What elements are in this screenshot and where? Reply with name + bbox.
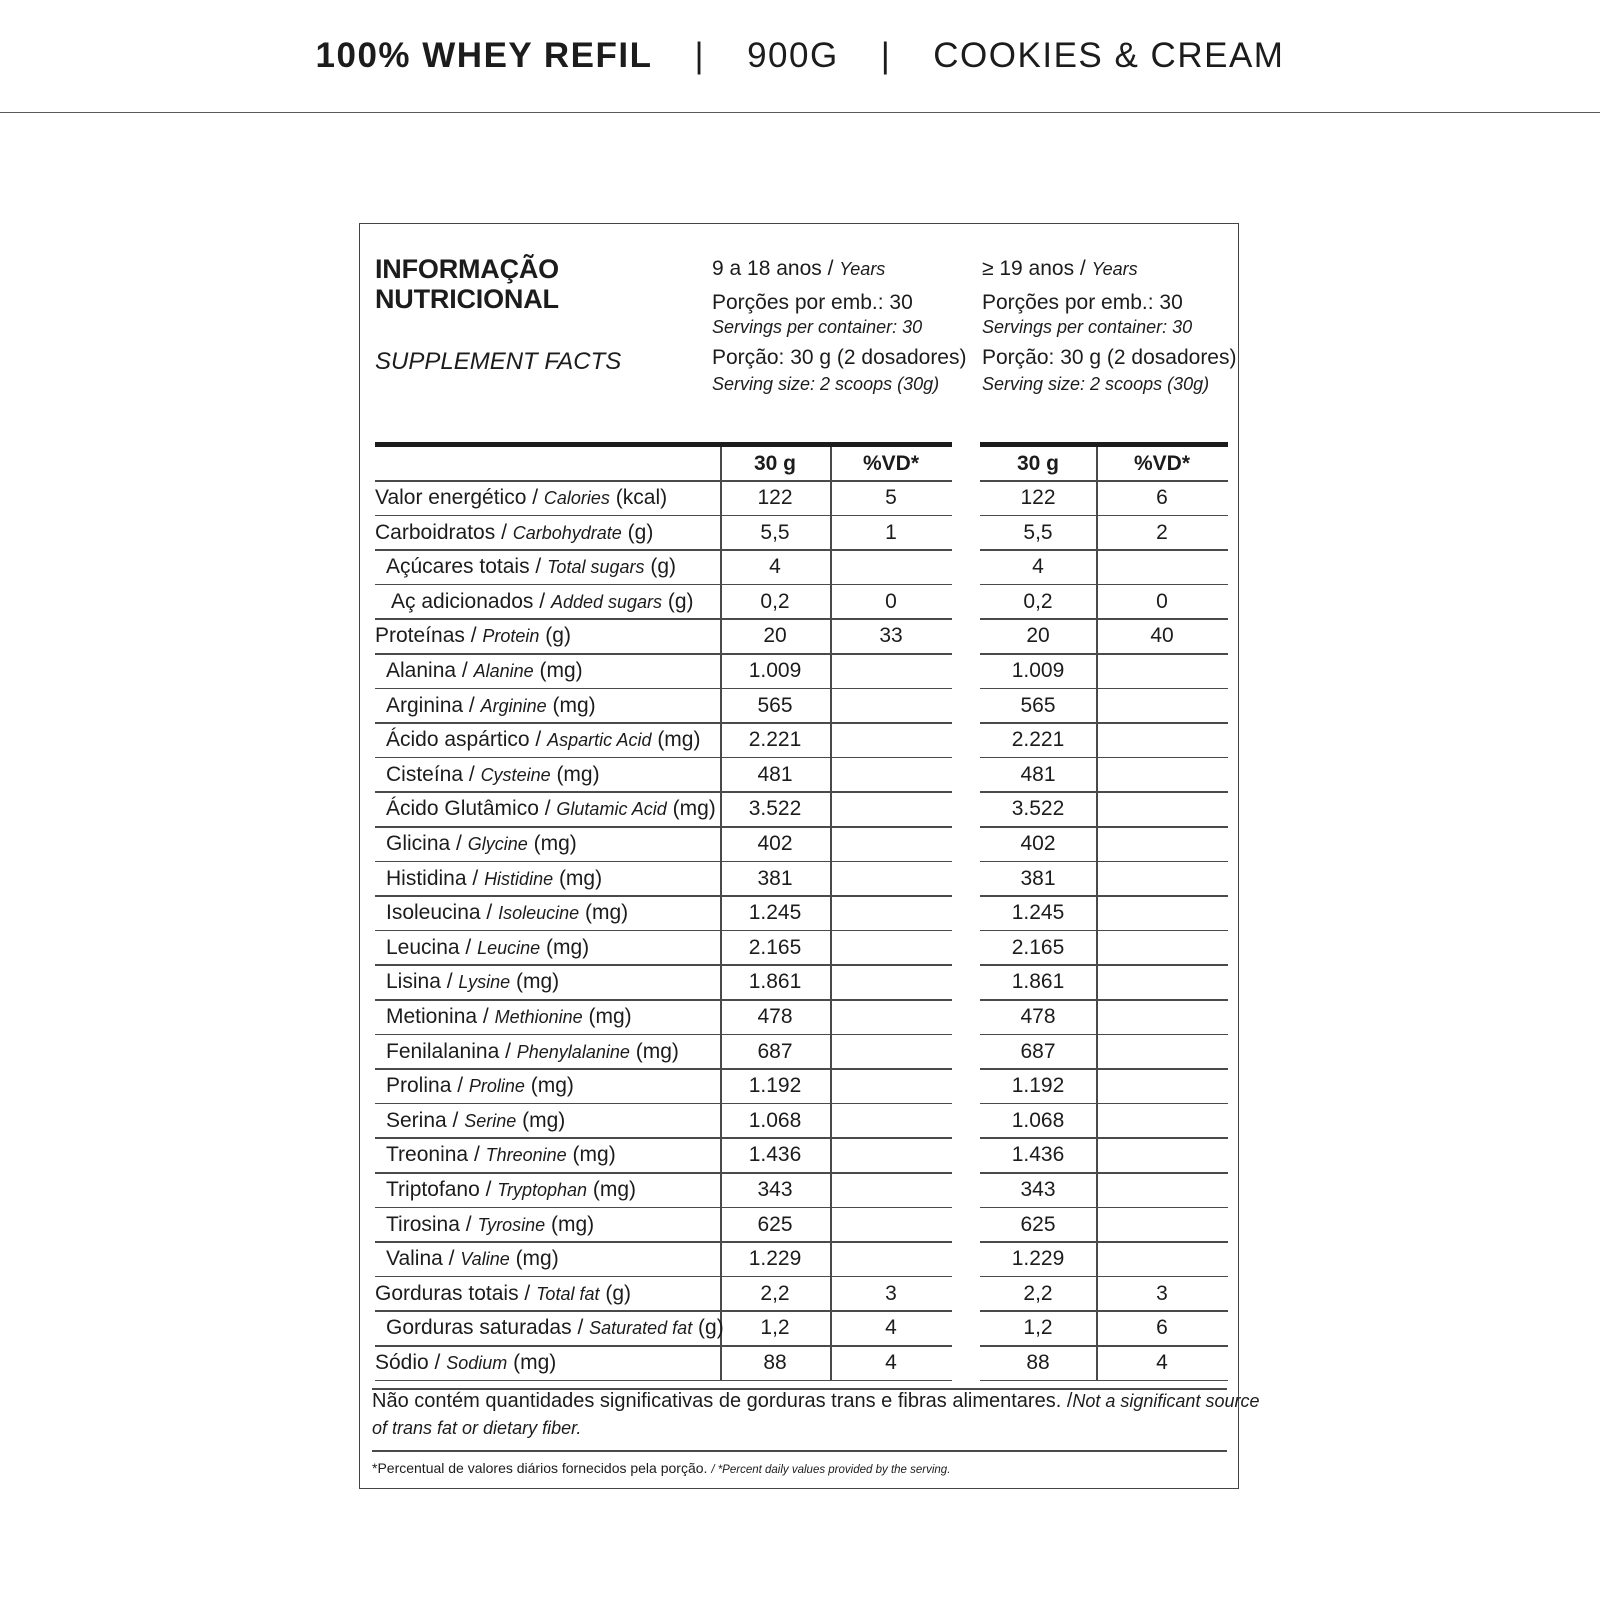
daily-value-cell [1096, 896, 1228, 930]
group2-age: ≥ 19 anos / Years [982, 257, 1138, 280]
daily-value-cell [1096, 1138, 1228, 1172]
amount-cell: 2.221 [1011, 728, 1065, 752]
group1-servings: Porções por emb.: 30 [712, 291, 913, 314]
daily-value-cell [1096, 1069, 1228, 1103]
daily-value-cell [830, 1104, 952, 1138]
nutrient-label: Gorduras totais / Total fat (g) [375, 1281, 631, 1305]
daily-value-cell [1096, 689, 1228, 723]
amount-cell: 4 [769, 555, 781, 579]
header-separator: | [694, 36, 706, 75]
footnote-trans-fat: Não contém quantidades significativas de gorduras trans e fibras alimentares. / Not a significant source of trans fat or dietary fiber. [372, 1390, 1260, 1438]
nutrient-label: Metionina / Methionine (mg) [386, 1005, 632, 1028]
amount-cell: 381 [757, 866, 793, 890]
nutrient-label: Triptofano / Tryptophan (mg) [386, 1178, 637, 1201]
amount-cell: 1.068 [748, 1108, 802, 1132]
nutrient-label: Arginina / Arginine (mg) [386, 693, 596, 717]
nutrient-label: Tirosina / Tyrosine (mg) [386, 1212, 595, 1236]
daily-value-cell: 3 [885, 1281, 897, 1305]
amount-cell: 565 [1020, 693, 1056, 717]
daily-value-cell [830, 654, 952, 688]
amount-cell: 1.229 [1011, 1247, 1065, 1271]
nutrition-facts-panel [359, 223, 1260, 1489]
group2-servings-en: Servings per container: 30 [982, 317, 1193, 337]
daily-value-cell [830, 1138, 952, 1172]
nutrient-label: Sódio / Sodium (mg) [375, 1351, 557, 1374]
daily-value-cell [830, 862, 952, 896]
product-flavor: COOKIES & CREAM [933, 36, 1285, 75]
product-weight: 900G [747, 36, 839, 75]
daily-value-cell [1096, 827, 1228, 861]
nutrient-label: Leucina / Leucine (mg) [386, 935, 590, 959]
daily-value-cell [830, 1000, 952, 1034]
daily-value-cell [830, 689, 952, 723]
nutrient-label: Histidina / Histidine (mg) [386, 866, 603, 890]
amount-cell: 88 [1026, 1351, 1050, 1374]
amount-cell: 1.009 [748, 659, 802, 682]
row-divider [375, 1380, 952, 1382]
daily-value-cell [830, 931, 952, 965]
amount-cell: 20 [1026, 624, 1050, 648]
daily-value-cell: 2 [1156, 520, 1168, 544]
group1-portion-en: Serving size: 2 scoops (30g) [712, 374, 940, 394]
group2-portion: Porção: 30 g (2 dosadores) [982, 346, 1237, 369]
amount-cell: 3.522 [1011, 797, 1065, 821]
daily-value-cell [1096, 1173, 1228, 1207]
amount-cell: 2,2 [1023, 1281, 1053, 1305]
amount-cell: 1,2 [1023, 1316, 1053, 1340]
panel-title: INFORMAÇÃO NUTRICIONAL [375, 254, 559, 314]
nutrient-label: Açúcares totais / Total sugars (g) [386, 555, 677, 579]
amount-cell: 478 [1020, 1005, 1056, 1028]
column-header: 30 g [753, 452, 797, 475]
nutrient-label: Ácido aspártico / Aspartic Acid (mg) [386, 728, 701, 752]
daily-value-cell: 4 [885, 1316, 897, 1340]
daily-value-cell [1096, 1000, 1228, 1034]
daily-value-cell [1096, 550, 1228, 584]
amount-cell: 402 [1020, 832, 1056, 855]
amount-cell: 2.165 [748, 935, 802, 959]
amount-cell: 481 [757, 762, 793, 786]
amount-cell: 1.192 [748, 1074, 802, 1098]
amount-cell: 2.221 [748, 728, 802, 752]
column-header: 30 g [1016, 452, 1060, 475]
nutrient-label: Fenilalanina / Phenylalanine (mg) [386, 1039, 679, 1063]
amount-cell: 122 [757, 486, 793, 509]
nutrient-label: Isoleucina / Isoleucine (mg) [386, 901, 629, 925]
daily-value-cell: 0 [1156, 589, 1168, 613]
group2-servings: Porções por emb.: 30 [982, 291, 1183, 314]
daily-value-cell [1096, 758, 1228, 792]
daily-value-cell [830, 827, 952, 861]
footnote-divider [372, 1450, 1227, 1452]
daily-value-cell: 1 [885, 520, 897, 544]
group1-servings-en: Servings per container: 30 [712, 317, 923, 337]
amount-cell: 1.068 [1011, 1108, 1065, 1132]
daily-value-cell: 4 [1156, 1351, 1168, 1374]
amount-cell: 20 [763, 624, 787, 648]
daily-value-cell [830, 1242, 952, 1276]
nutrient-label: Valina / Valine (mg) [386, 1247, 559, 1271]
daily-value-cell [830, 1069, 952, 1103]
panel-subtitle: SUPPLEMENT FACTS [375, 348, 622, 375]
daily-value-cell: 0 [885, 589, 897, 613]
group2-portion-en: Serving size: 2 scoops (30g) [982, 374, 1210, 394]
daily-value-cell [1096, 1035, 1228, 1069]
amount-cell: 2,2 [760, 1281, 790, 1305]
product-header [0, 0, 1600, 113]
nutrient-label: Alanina / Alanine (mg) [386, 659, 583, 682]
amount-cell: 625 [757, 1212, 793, 1236]
daily-value-cell [1096, 792, 1228, 826]
daily-value-cell: 6 [1156, 486, 1168, 509]
daily-value-cell [830, 1035, 952, 1069]
nutrient-label: Ácido Glutâmico / Glutamic Acid (mg) [386, 797, 716, 821]
nutrient-label: Gorduras saturadas / Saturated fat (g) [386, 1316, 724, 1340]
row-divider [980, 1380, 1228, 1382]
amount-cell: 1.245 [1011, 901, 1065, 925]
amount-cell: 481 [1020, 762, 1056, 786]
daily-value-cell [1096, 654, 1228, 688]
amount-cell: 88 [763, 1351, 787, 1374]
daily-value-cell [1096, 1208, 1228, 1242]
daily-value-cell [1096, 862, 1228, 896]
amount-cell: 1.192 [1011, 1074, 1065, 1098]
amount-cell: 122 [1020, 486, 1056, 509]
amount-cell: 3.522 [748, 797, 802, 821]
nutrient-label: Prolina / Proline (mg) [386, 1074, 574, 1098]
group1-portion: Porção: 30 g (2 dosadores) [712, 346, 967, 369]
amount-cell: 2.165 [1011, 935, 1065, 959]
footnote-daily-values: *Percentual de valores diários fornecidos pela porção. / *Percent daily values provided by the serving. [372, 1460, 951, 1476]
column-header: %VD* [862, 452, 920, 475]
amount-cell: 0,2 [760, 589, 790, 613]
daily-value-cell [830, 1208, 952, 1242]
daily-value-cell [1096, 1104, 1228, 1138]
amount-cell: 687 [757, 1039, 793, 1063]
amount-cell: 687 [1020, 1039, 1056, 1063]
amount-cell: 1.436 [1011, 1143, 1065, 1167]
daily-value-cell [830, 896, 952, 930]
amount-cell: 5,5 [760, 520, 790, 544]
header-separator: | [880, 36, 892, 75]
amount-cell: 1.861 [748, 970, 802, 994]
daily-value-cell: 6 [1156, 1316, 1168, 1340]
amount-cell: 0,2 [1023, 589, 1053, 613]
daily-value-cell [1096, 965, 1228, 999]
nutrient-label: Cisteína / Cysteine (mg) [386, 762, 600, 786]
daily-value-cell [830, 1173, 952, 1207]
amount-cell: 625 [1020, 1212, 1056, 1236]
amount-cell: 5,5 [1023, 520, 1053, 544]
amount-cell: 1.861 [1011, 970, 1065, 994]
column-header: %VD* [1133, 452, 1191, 475]
amount-cell: 4 [1032, 555, 1044, 579]
daily-value-cell [1096, 1242, 1228, 1276]
nutrient-label: Carboidratos / Carbohydrate (g) [375, 520, 654, 544]
amount-cell: 1,2 [760, 1316, 790, 1340]
daily-value-cell [830, 723, 952, 757]
daily-value-cell: 4 [885, 1351, 897, 1374]
group1-age: 9 a 18 anos / Years [712, 257, 886, 280]
amount-cell: 402 [757, 832, 793, 855]
nutrient-label: Treonina / Threonine (mg) [386, 1143, 616, 1167]
amount-cell: 1.436 [748, 1143, 802, 1167]
nutrient-label: Aç adicionados / Added sugars (g) [391, 589, 694, 613]
amount-cell: 381 [1020, 866, 1056, 890]
nutrient-label: Valor energético / Calories (kcal) [375, 486, 668, 509]
amount-cell: 1.245 [748, 901, 802, 925]
amount-cell: 343 [1020, 1178, 1056, 1201]
nutrient-label: Lisina / Lysine (mg) [386, 970, 560, 994]
nutrient-label: Proteínas / Protein (g) [375, 624, 571, 648]
daily-value-cell [830, 965, 952, 999]
amount-cell: 1.229 [748, 1247, 802, 1271]
daily-value-cell [830, 758, 952, 792]
daily-value-cell [830, 792, 952, 826]
product-name: 100% WHEY REFIL [315, 36, 653, 75]
nutrient-label: Serina / Serine (mg) [386, 1108, 566, 1132]
nutrient-label: Glicina / Glycine (mg) [386, 832, 577, 855]
daily-value-cell [1096, 931, 1228, 965]
daily-value-cell [1096, 723, 1228, 757]
amount-cell: 565 [757, 693, 793, 717]
daily-value-cell: 5 [885, 486, 897, 509]
amount-cell: 343 [757, 1178, 793, 1201]
daily-value-cell: 33 [879, 624, 903, 648]
daily-value-cell: 3 [1156, 1281, 1168, 1305]
amount-cell: 478 [757, 1005, 793, 1028]
daily-value-cell: 40 [1150, 624, 1174, 648]
amount-cell: 1.009 [1011, 659, 1065, 682]
daily-value-cell [830, 550, 952, 584]
